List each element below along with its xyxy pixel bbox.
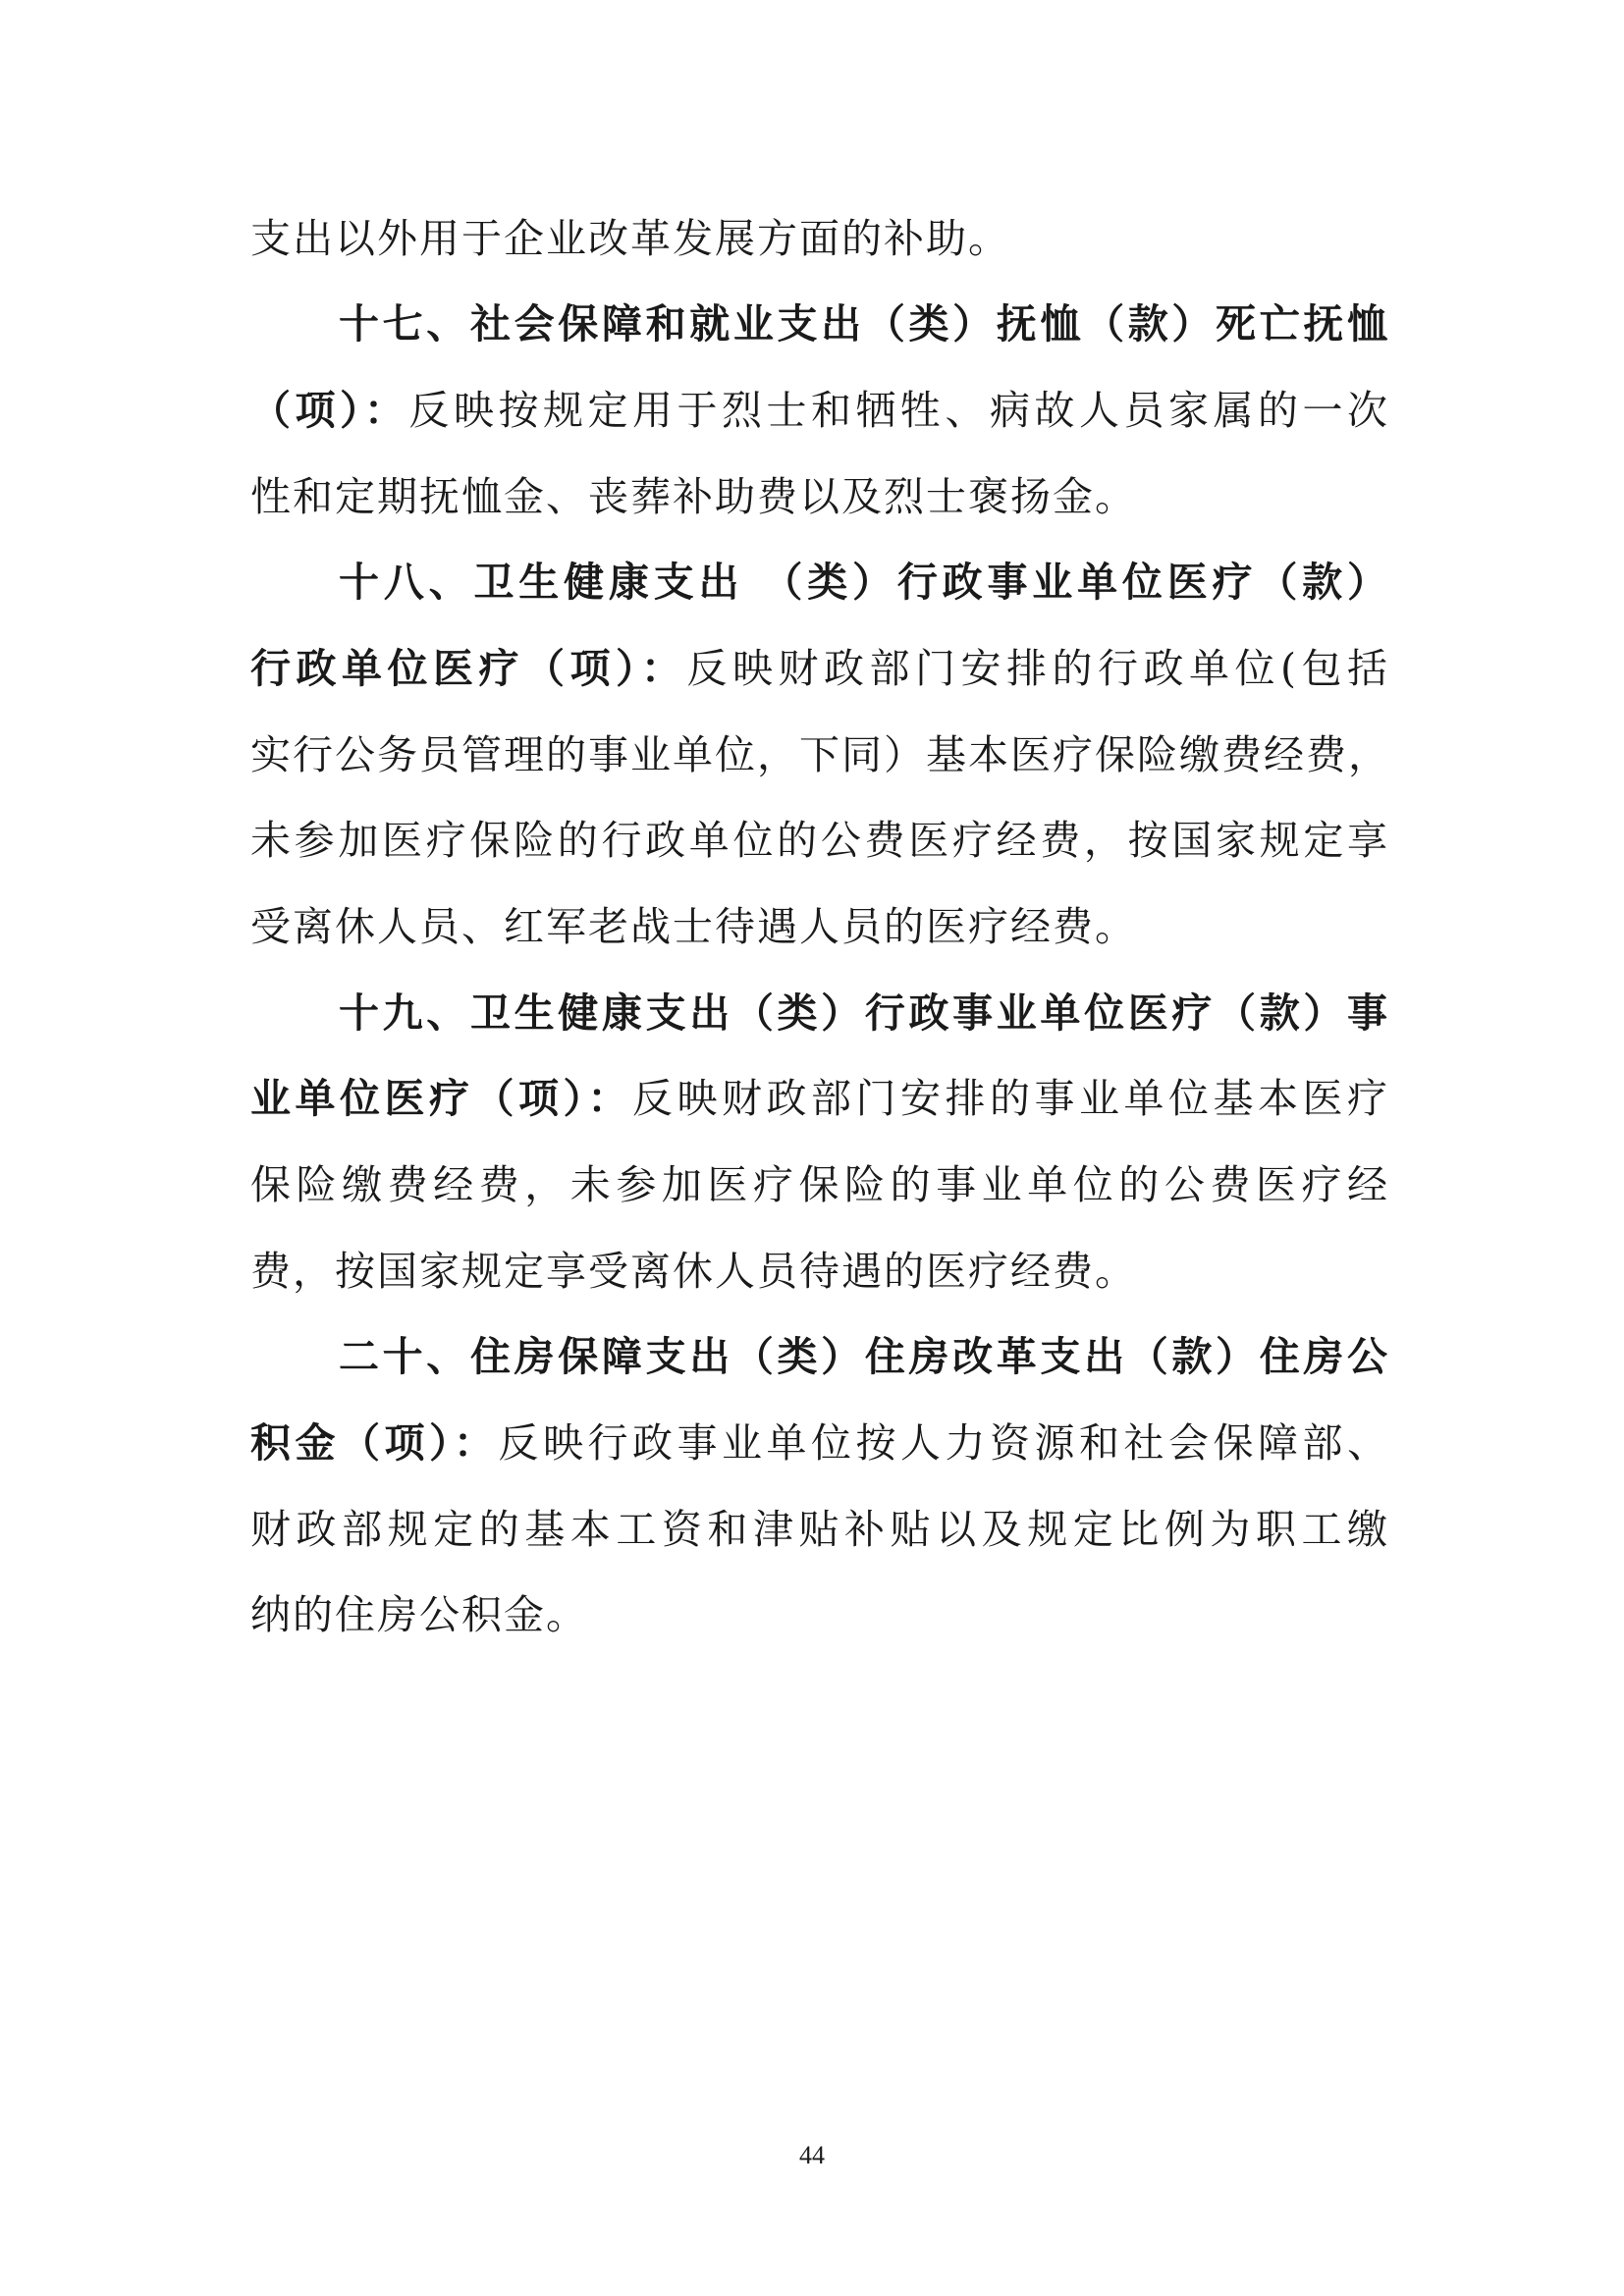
section-18-line-2	[250, 644, 1389, 693]
section-20-heading: 二十、住房保障支出（类）住房改革支出（款）住房公	[339, 1333, 1389, 1380]
section-19-heading-end: 业单位医疗（项）：	[250, 1075, 632, 1122]
section-17-heading: 十七、社会保障和就业支出（类）抚恤（款）死亡抚恤	[339, 300, 1389, 347]
page-number: 44	[799, 2141, 825, 2169]
section-20-line-2	[250, 1418, 1389, 1468]
section-17-line-2	[250, 386, 1389, 435]
section-18-line-3: 实行公务员管理的事业单位，下同）基本医疗保险缴费经费，	[250, 731, 1390, 778]
section-20-line-3: 财政部规定的基本工资和津贴补贴以及规定比例为职工缴	[250, 1506, 1389, 1553]
section-20-line-4: 纳的住房公积金。	[250, 1591, 588, 1638]
section-17-line-2-text: 反映按规定用于烈士和牺牲、病故人员家属的一次	[408, 387, 1389, 434]
section-19-line-3: 保险缴费经费，未参加医疗保险的事业单位的公费医疗经	[250, 1161, 1389, 1208]
section-18-heading-end: 行政单位医疗（项）：	[250, 645, 687, 692]
section-20-line-2-text: 反映行政事业单位按人力资源和社会保障部、	[498, 1419, 1389, 1467]
section-18-heading: 十八、卫生健康支出 （类）行政事业单位医疗（款）	[339, 559, 1389, 606]
section-19-line-4: 费，按国家规定享受离休人员待遇的医疗经费。	[250, 1248, 1137, 1295]
section-20-heading-end: 积金（项）：	[250, 1419, 499, 1467]
section-19-line-2-text: 反映财政部门安排的事业单位基本医疗	[632, 1075, 1389, 1122]
section-19-line-2	[250, 1074, 1389, 1123]
intro-line: 支出以外用于企业改革发展方面的补助。	[250, 215, 1010, 262]
section-18-line-4: 未参加医疗保险的行政单位的公费医疗经费，按国家规定享	[250, 817, 1389, 864]
section-18-line-5: 受离休人员、红军老战士待遇人员的医疗经费。	[250, 903, 1137, 950]
section-18-line-2-text: 反映财政部门安排的行政单位(包括	[686, 645, 1389, 692]
section-17-line-3: 性和定期抚恤金、丧葬补助费以及烈士褒扬金。	[250, 473, 1137, 520]
section-19-heading: 十九、卫生健康支出（类）行政事业单位医疗（款）事	[339, 989, 1389, 1037]
section-17-heading-end: （项）：	[250, 387, 409, 434]
